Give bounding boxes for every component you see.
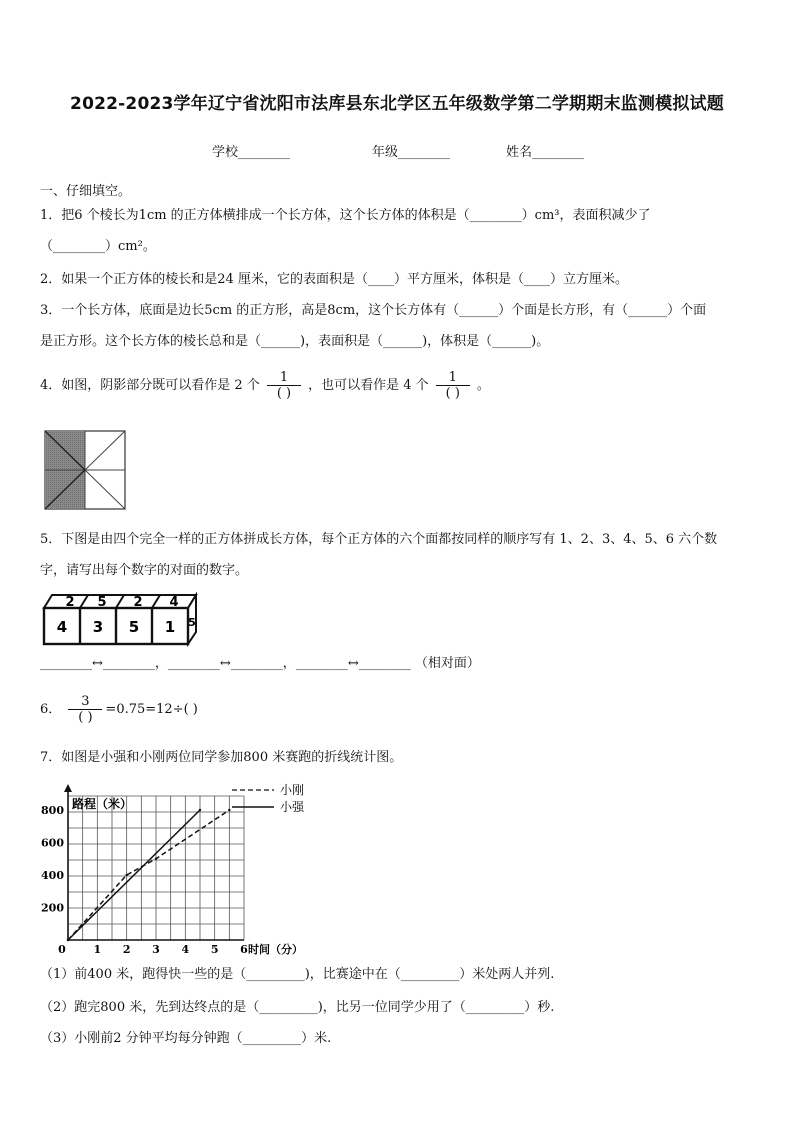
question-2: 2．如果一个正方体的棱长和是24 厘米，它的表面积是（____）平方厘米，体积是（____）立方厘米。 (40, 272, 628, 287)
cube-top-digit: 4 (169, 595, 179, 610)
y-tick-label: 200 (41, 901, 64, 915)
name-field: 姓名________ (506, 145, 585, 160)
fraction-one-over-blank (436, 370, 470, 402)
data-point (199, 809, 201, 811)
answer-pairs-note: （相对面） (414, 656, 480, 671)
answer-pair-1: ________↔________， (40, 656, 168, 671)
question-7-intro: 7．如图是小强和小刚两位同学参加800 米赛跑的折线统计图。 (40, 750, 403, 765)
data-point (125, 874, 127, 876)
cube-top-digit: 2 (133, 595, 143, 610)
fraction-denominator: ( ) (78, 709, 93, 725)
x-tick-label: 2 (122, 943, 131, 956)
question-6 (40, 690, 198, 730)
x-tick-label: 3 (152, 943, 160, 956)
cube-side-digit: 5 (188, 616, 196, 629)
cuboid-figure (40, 592, 200, 648)
chart-legend (232, 782, 305, 814)
question-6-prefix: 6． (40, 702, 62, 717)
fraction-numerator: 3 (81, 693, 90, 709)
question-4 (40, 366, 490, 406)
cube-front-digit: 1 (164, 618, 176, 636)
cube-front-digit: 4 (56, 618, 68, 636)
question-4-part-2: ，也可以看作是 4 个 (308, 378, 429, 393)
cube-front-digit: 5 (128, 618, 140, 636)
x-tick-label: 4 (181, 943, 190, 956)
question-7-sub-3: （3）小刚前2 分钟平均每分钟跑（_________）米. (40, 1031, 332, 1046)
fraction-three-over-blank (68, 694, 102, 726)
fraction-denominator: ( ) (445, 385, 460, 401)
x-tick-label: 1 (93, 943, 102, 956)
question-3-line-2: 是正方形。这个长方体的棱长总和是（______)，表面积是（______)，体积是（______)。 (40, 334, 550, 349)
page-title: 2022-2023学年辽宁省沈阳市法库县东北学区五年级数学第二学期期末监测模拟试题 (70, 94, 724, 114)
question-1-line-1: 1．把6 个棱长为1cm 的正方体横排成一个长方体，这个长方体的体积是（________）cm³，表面积减少了 (40, 208, 651, 223)
cube-front-digit: 3 (92, 618, 104, 636)
question-5-line-1: 5．下图是由四个完全一样的正方体拼成长方体，每个正方体的六个面都按同样的顺序写有 1、2、3、4、5、6 六个数 (40, 532, 718, 547)
legend-label-xiaogang: 小刚 (280, 783, 305, 797)
y-tick-label: 400 (41, 869, 64, 882)
series-line-xiaoqiang (68, 810, 200, 940)
y-axis-arrow (64, 784, 72, 792)
data-point (155, 858, 157, 860)
x-tick-label: 5 (210, 943, 219, 956)
data-point (67, 939, 69, 941)
grade-field: 年级________ (372, 145, 451, 160)
x-axis-label: 时间（分） (248, 943, 303, 956)
cube-top-digit: 2 (65, 595, 75, 610)
answer-pair-3: ________↔________ (295, 656, 411, 671)
section-heading: 一、仔细填空。 (40, 184, 132, 199)
question-5-line-2: 字，请写出每个数字的对面的数字。 (40, 563, 249, 578)
race-line-chart (36, 780, 336, 956)
question-4-part-1: 4．如图，阴影部分既可以看作是 2 个 (40, 378, 260, 393)
question-6-suffix: =0.75=12÷( ) (105, 702, 198, 717)
question-7-sub-1: （1）前400 米，跑得快一些的是（_________)，比赛途中在（_________）米处两人并列. (40, 967, 555, 982)
fraction-numerator: 1 (279, 369, 289, 385)
data-point (228, 809, 230, 811)
school-field: 学校________ (212, 145, 291, 160)
x-tick-label: 6 (240, 943, 248, 956)
question-1-line-2: （________）cm²。 (40, 239, 156, 254)
y-axis-label: 路程（米） (72, 797, 133, 811)
fraction-denominator: ( ) (276, 385, 292, 401)
x-tick-label: 0 (58, 943, 66, 956)
fraction-numerator: 1 (448, 369, 457, 385)
opposite-faces-answer-row (40, 655, 480, 673)
cube-top-digit: 5 (97, 595, 107, 610)
fraction-one-over-blank (267, 370, 301, 402)
legend-label-xiaoqiang: 小强 (280, 800, 305, 814)
y-tick-label: 600 (41, 836, 64, 850)
question-3-line-1: 3．一个长方体，底面是边长5cm 的正方形，高是8cm，这个长方体有（______）个面是长方形，有（______）个面 (40, 303, 707, 318)
answer-pair-2: ________↔________， (167, 656, 296, 671)
question-7-sub-2: （2）跑完800 米，先到达终点的是（_________)，比另一位同学少用了（_________）秒. (40, 1000, 555, 1015)
series-line-xiaogang (68, 810, 229, 940)
y-tick-label: 800 (41, 804, 64, 817)
shaded-square-figure (44, 430, 126, 510)
question-4-part-3: 。 (476, 378, 490, 393)
